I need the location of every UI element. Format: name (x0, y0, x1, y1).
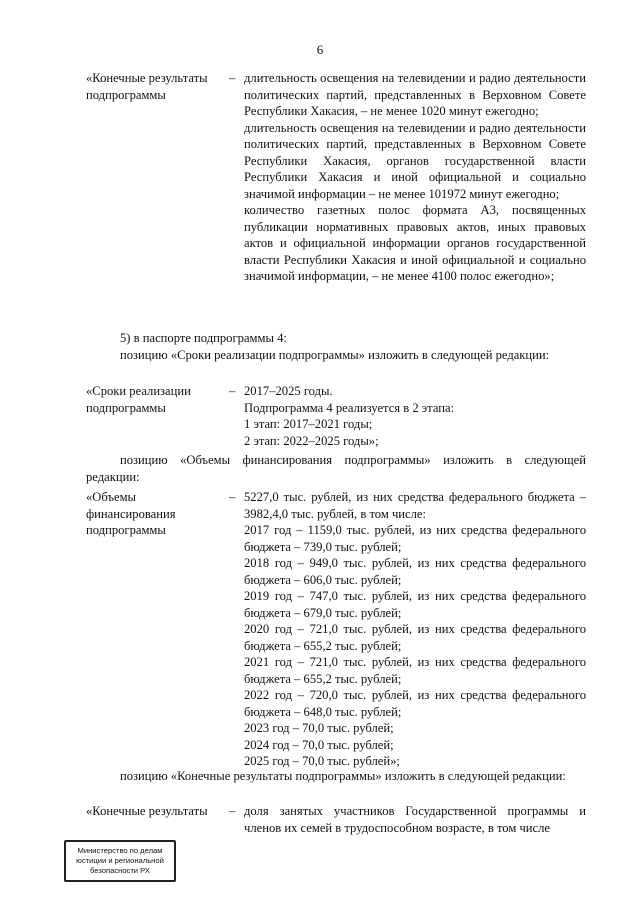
value-item: 2025 год – 70,0 тыс. рублей»; (244, 754, 400, 768)
value-item: 2020 год – 721,0 тыс. рублей, из них средства федерального бюджета – 655,2 тыс. рублей; (244, 622, 586, 653)
value-item: 5227,0 тыс. рублей, из них средства федерального бюджета – 3982,4,0 тыс. рублей, в том числе: (244, 490, 586, 521)
value-item: 2023 год – 70,0 тыс. рублей; (244, 721, 394, 735)
value-item: 1 этап: 2017–2021 годы; (244, 417, 373, 431)
value-item: длительность освещения на телевидении и радио деятельности политических партий, представленных в Верховном Совете Республики Хакасия, – не менее 1020 минут ежегодно; (244, 71, 586, 118)
row-dash: – (229, 804, 236, 818)
row-value (244, 489, 586, 770)
value-item: 2019 год – 747,0 тыс. рублей, из них средства федерального бюджета – 679,0 тыс. рублей; (244, 589, 586, 620)
row-value (244, 70, 586, 285)
para-terms: позицию «Сроки реализации подпрограммы» изложить в следующей редакции: (120, 348, 550, 362)
row-value (244, 383, 586, 449)
ministry-stamp: Министерство по делам юстиции и региональной безопасности РХ (64, 840, 176, 882)
value-item: 2024 год – 70,0 тыс. рублей; (244, 737, 394, 752)
value-item: 2022 год – 720,0 тыс. рублей, из них средства федерального бюджета – 648,0 тыс. рублей; (244, 688, 586, 719)
row-dash: – (229, 384, 236, 398)
row-label: «Конечные результаты подпрограммы (86, 71, 208, 102)
row-value (244, 803, 586, 836)
value-item: доля занятых участников Государственной программы и членов их семей в трудоспособном возрасте, в том числе (244, 804, 586, 835)
value-item: 2017 год – 1159,0 тыс. рублей, из них средства федерального бюджета – 739,0 тыс. рублей; (244, 523, 586, 554)
para-funding: позицию «Объемы финансирования подпрограммы» изложить в следующей редакции: (86, 453, 586, 484)
para-results: позицию «Конечные результаты подпрограммы» изложить в следующей редакции: (120, 769, 566, 783)
value-item: количество газетных полос формата А3, посвященных публикации нормативных правовых актов, иных правовых актов и официальной информации органов государственной власти Республики Хакасия и иной официальной и социально значимой информации, – не менее 4100 полос ежегодно»; (244, 203, 586, 283)
row-label: «Сроки реализации подпрограммы (86, 384, 191, 415)
row-dash: – (229, 71, 236, 85)
value-item: 2021 год – 721,0 тыс. рублей, из них средства федерального бюджета – 655,2 тыс. рублей; (244, 655, 586, 686)
page-number: 6 (316, 42, 324, 57)
value-item: 2 этап: 2022–2025 годы»; (244, 433, 379, 448)
value-item: 2018 год – 949,0 тыс. рублей, из них средства федерального бюджета – 606,0 тыс. рублей; (244, 556, 586, 587)
row-label: «Объемы финансирования подпрограммы (86, 490, 176, 537)
value-item: длительность освещения на телевидении и радио деятельности политических партий, представленных в Верховном Совете Республики Хакасия, органов государственной власти Республики Хакасия и иной официальной и социально значимой информации – не менее 101972 минут ежегодно; (244, 120, 586, 201)
value-item: Подпрограмма 4 реализуется в 2 этапа: (244, 400, 455, 415)
item-5: 5) в паспорте подпрограммы 4: (120, 331, 287, 345)
value-item: 2017–2025 годы. (244, 384, 333, 398)
row-dash: – (229, 490, 236, 504)
row-label: «Конечные результаты (86, 804, 208, 818)
